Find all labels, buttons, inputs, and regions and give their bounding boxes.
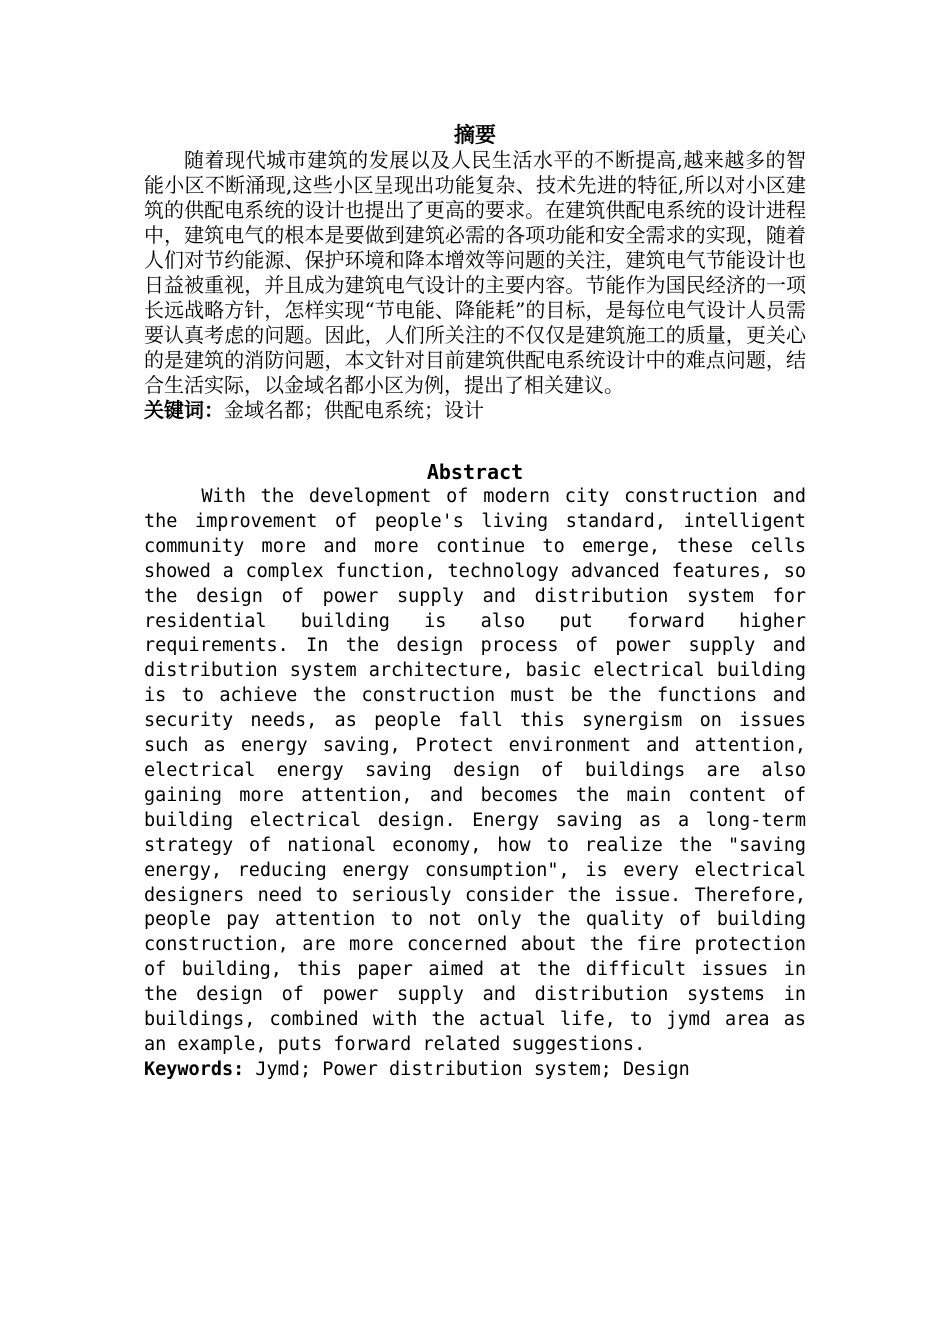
chinese-keywords-line (144, 398, 806, 423)
english-abstract-section (144, 459, 806, 1083)
english-abstract-body: With the development of modern city construction and the improvement of people's living standard, intelligent community more and more continue to emerge, these cells showed a complex function, technology advanced features, so the design of power supply and distribution system for residential building is also put forward higher requirements. In the design process of power supply and distribution system architecture, basic electrical building is to achieve the construction must be the functions and security needs, as people fall this synergism on issues such as energy saving, Protect environment and attention, electrical energy saving design of buildings are also gaining more attention, and becomes the main content of building electrical design. Energy saving as a long-term strategy of national economy, how to realize the "saving energy, reducing energy consumption", is every electrical designers need to seriously consider the issue. Therefore, people pay attention to not only the quality of building construction, are more concerned about the fire protection of building, this paper aimed at the difficult issues in the design of power supply and distribution systems in buildings, combined with the actual life, to jymd area as an example, puts forward related suggestions. (144, 486, 806, 1055)
english-keywords-text: Jymd; Power distribution system; Design (244, 1058, 690, 1080)
chinese-keywords-label: 关键词： (144, 398, 224, 422)
document-page (144, 122, 806, 1083)
english-keywords-line (144, 1058, 806, 1083)
chinese-keywords-text: 金域名都；供配电系统；设计 (224, 398, 484, 422)
chinese-abstract-section (144, 122, 806, 423)
english-abstract-title: Abstract (426, 460, 524, 484)
english-keywords-label: Keywords: (144, 1058, 245, 1080)
chinese-abstract-title: 摘要 (454, 123, 496, 147)
chinese-abstract-body: 随着现代城市建筑的发展以及人民生活水平的不断提高,越来越多的智能小区不断涌现,这些小区呈现出功能复杂、技术先进的特征,所以对小区建筑的供配电系统的设计也提出了更高的要求。在建筑供配电系统的设计进程中，建筑电气的根本是要做到建筑必需的各项功能和安全需求的实现，随着人们对节约能源、保护环境和降本增效等问题的关注，建筑电气节能设计也日益被重视，并且成为建筑电气设计的主要内容。节能作为国民经济的一项长远战略方针，怎样实现“节电能、降能耗”的目标，是每位电气设计人员需要认真考虑的问题。因此，人们所关注的不仅仅是建筑施工的质量，更关心的是建筑的消防问题，本文针对目前建筑供配电系统设计中的难点问题，结合生活实际，以金域名都小区为例，提出了相关建议。 (144, 148, 806, 397)
